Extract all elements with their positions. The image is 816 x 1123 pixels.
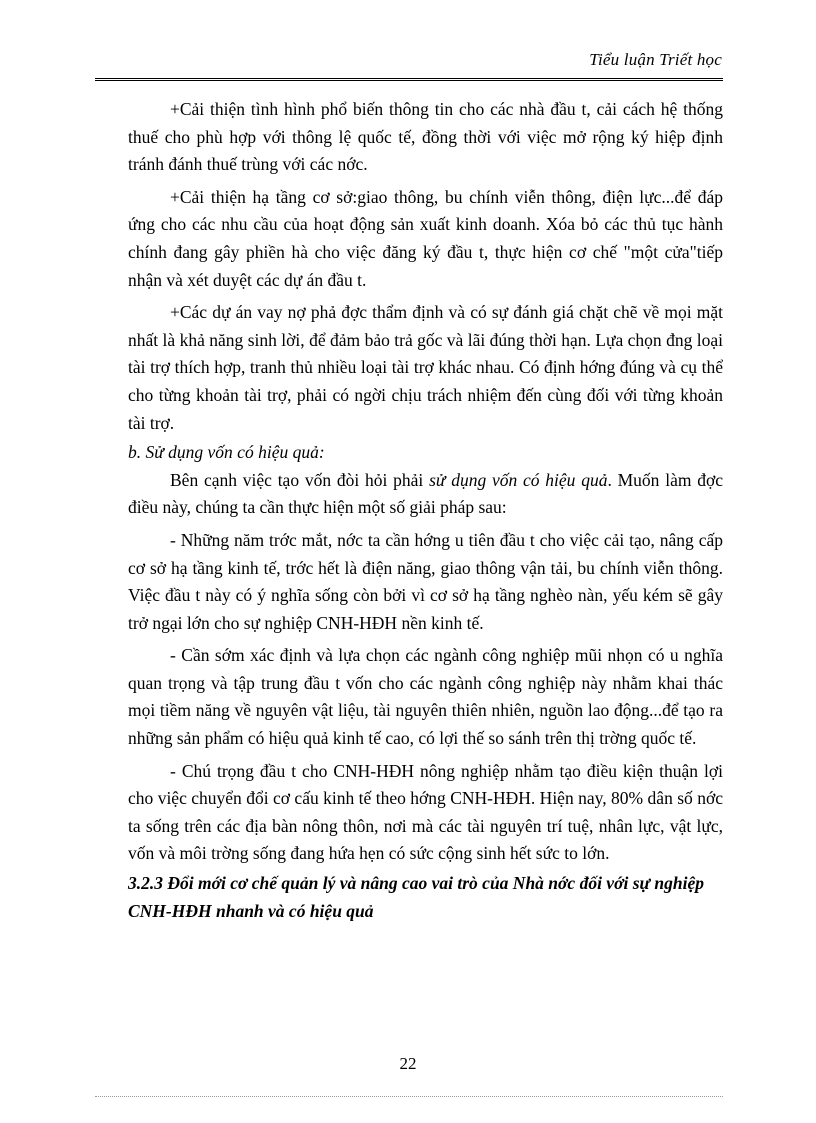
paragraph-loan-projects: +Các dự án vay nợ phả đợc thẩm định và có sự đánh giá chặt chẽ về mọi mặt nhất là khả năng sinh lời, để đảm bảo trả gốc và lãi đúng thời hạn. Lựa chọn đng loại tài trợ thích hợp, tranh thủ nhiều loại tài trợ khác nhau. Có định hớng đúng và cụ thể cho từng khoản tài trợ, phải có ngời chịu trách nhiệm đến cùng đối với từng khoản tài trợ.: [128, 302, 723, 433]
text-run: . Muốn làm đợc điều này, chúng ta cần thực hiện một số giải pháp sau:: [128, 469, 723, 518]
document-body: [128, 96, 723, 925]
emphasis-text: sử dụng vốn có hiệu quả: [429, 469, 608, 490]
subheading-b: b. Sử dụng vốn có hiệu quả:: [128, 442, 325, 463]
page-number: 22: [399, 1054, 417, 1073]
running-header: Tiểu luận Triết học: [589, 50, 722, 69]
paragraph-infrastructure: +Cải thiện hạ tầng cơ sở:giao thông, bu chính viễn thông, điện lực...để đáp ứng cho các nhu cầu của hoạt động sản xuất kinh doanh. Xóa bỏ các thủ tục hành chính đang gây phiền hà cho việc đăng ký đầu t, thực hiện cơ chế "một cửa"tiếp nhận và xét duyệt các dự án đầu t.: [128, 186, 723, 290]
paragraph-efficient-use: [128, 467, 723, 522]
paragraph-priority-infrastructure: - Những năm trớc mắt, nớc ta cần hớng u tiên đầu t cho việc cải tạo, nâng cấp cơ sở hạ tầng kinh tế, trớc hết là điện năng, giao thông vận tải, bu chính viễn thông. Việc đầu t này có ý nghĩa sống còn bởi vì cơ sở hạ tầng nghèo nàn, yếu kém sẽ gây trở ngại lớn cho sự nghiệp CNH-HĐH nền kinh tế.: [128, 529, 723, 633]
footer-rule: [95, 1096, 723, 1097]
section-heading: 3.2.3 Đổi mới cơ chế quản lý và nâng cao vai trò của Nhà nớc đối với sự nghiệp CNH-HĐH nhanh và có hiệu quả: [128, 873, 704, 921]
paragraph-agriculture: - Chú trọng đầu t cho CNH-HĐH nông nghiệp nhằm tạo điều kiện thuận lợi cho việc chuyển đổi cơ cấu kinh tế theo hớng CNH-HĐH. Hiện nay, 80% dân số nớc ta sống trên các địa bàn nông thôn, nơi mà các tài nguyên trí tuệ, nhân lực, vật lực, vốn và môi trờng sống đang hứa hẹn có sức cộng sinh hết sức to lớn.: [128, 760, 723, 864]
paragraph-key-industries: - Cần sớm xác định và lựa chọn các ngành công nghiệp mũi nhọn có u nghĩa quan trọng và tập trung đầu t vốn cho các ngành công nghiệp này nhằm khai thác mọi tiềm năng về nguyên vật liệu, tài nguyên thiên nhiên, nguồn lao động...để tạo ra những sản phẩm có hiệu quả kinh tế cao, có lợi thế so sánh trên thị trờng quốc tế.: [128, 645, 723, 749]
text-run: Bên cạnh việc tạo vốn đòi hỏi phải: [170, 469, 430, 490]
paragraph-tax-info: +Cải thiện tình hình phổ biến thông tin cho các nhà đầu t, cải cách hệ thống thuế cho phù hợp với thông lệ quốc tế, đồng thời với việc mở rộng ký hiệp định tránh đánh thuế trùng với các nớc.: [128, 99, 723, 175]
header-rule: [95, 78, 723, 81]
